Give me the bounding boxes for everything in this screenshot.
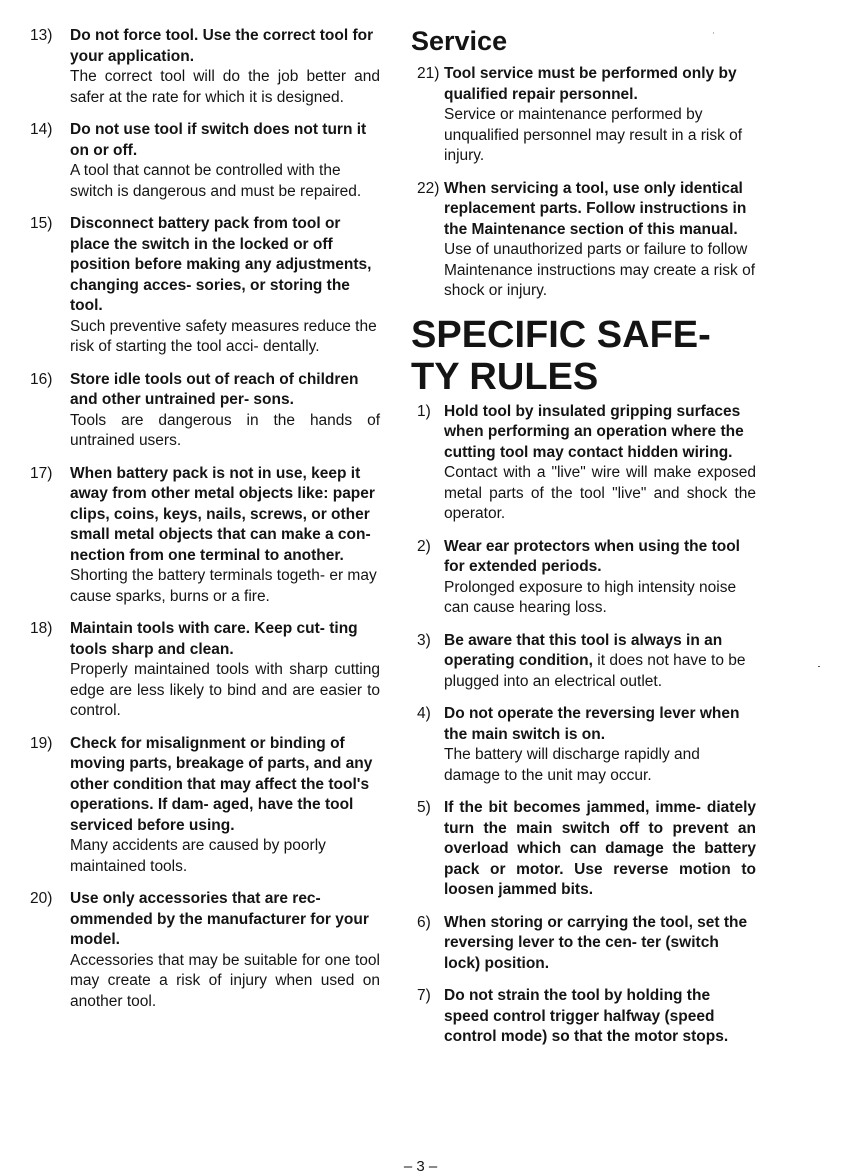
rule-number: 4) bbox=[417, 705, 431, 722]
heading-line-1: SPECIFIC SAFE- bbox=[411, 313, 711, 356]
rule-title: Do not force tool. Use the correct tool for your application. bbox=[70, 27, 374, 65]
rule-20 bbox=[30, 889, 380, 1012]
rule-title: Maintain tools with care. Keep cut- ting tools sharp and clean. bbox=[70, 620, 358, 658]
rule-title: If the bit becomes jammed, imme- diately turn the main switch off to prevent an overload which can damage the battery pack or motor. Use reverse motion to loosen jammed bits. bbox=[444, 799, 756, 898]
rule-title: Store idle tools out of reach of children and other untrained per- sons. bbox=[70, 370, 359, 408]
rule-title: Wear ear protectors when using the tool for extended periods. bbox=[444, 537, 740, 575]
rule-21 bbox=[411, 64, 756, 167]
rule-explanation: The correct tool will do the job better and safer at the rate for which it is designed. bbox=[70, 68, 380, 106]
rule-explanation: Service or maintenance performed by unqualified personnel may result in a risk of injury. bbox=[444, 106, 743, 164]
rule-explanation: Prolonged exposure to high intensity noise can cause hearing loss. bbox=[444, 578, 737, 616]
rule-explanation: Such preventive safety measures reduce the risk of starting the tool acci- dentally. bbox=[70, 317, 377, 355]
rule-title: Check for misalignment or binding of moving parts, breakage of parts, and any other condition that may affect the tool's operations. If dam- aged, have the tool serviced before using. bbox=[70, 734, 373, 834]
rule-number: 22) bbox=[417, 179, 440, 197]
specific-safety-rules-heading bbox=[411, 314, 756, 398]
rule-explanation: Contact with a "live" wire will make exposed metal parts of the tool "live" and shock the operator. bbox=[444, 464, 756, 522]
rule-17 bbox=[30, 464, 380, 608]
left-column bbox=[30, 26, 380, 1024]
rule-number: 20) bbox=[30, 890, 53, 907]
rule-16 bbox=[30, 370, 380, 452]
rule-19 bbox=[30, 734, 380, 878]
right-column bbox=[411, 26, 756, 1060]
rule-title: Do not strain the tool by holding the speed control trigger halfway (speed control mode) so that the motor stops. bbox=[444, 987, 729, 1045]
rule-title: Do not use tool if switch does not turn it on or off. bbox=[70, 121, 367, 159]
rule-13 bbox=[30, 26, 380, 108]
rule-number: 6) bbox=[417, 913, 431, 931]
rule-number: 2) bbox=[417, 537, 431, 555]
rule-explanation: A tool that cannot be controlled with the switch is dangerous and must be repaired. bbox=[70, 162, 362, 200]
rule-title: When storing or carrying the tool, set the reversing lever to the cen- ter (switch lock) position. bbox=[444, 913, 748, 972]
specific-rule-5 bbox=[411, 798, 756, 901]
rule-explanation: Properly maintained tools with sharp cutting edge are less likely to bind and are easier to control. bbox=[70, 661, 380, 719]
rule-number: 16) bbox=[30, 370, 53, 388]
rule-number: 14) bbox=[30, 121, 53, 138]
rule-number: 21) bbox=[417, 65, 440, 82]
rule-title: Do not operate the reversing lever when the main switch is on. bbox=[444, 705, 740, 743]
service-heading: Service bbox=[411, 26, 508, 56]
scan-speck bbox=[713, 32, 714, 34]
specific-rule-6 bbox=[411, 913, 756, 975]
specific-rule-4 bbox=[411, 704, 756, 786]
rule-number: 18) bbox=[30, 620, 53, 637]
specific-rule-3 bbox=[411, 631, 756, 693]
specific-rule-2 bbox=[411, 537, 756, 619]
rule-explanation: The battery will discharge rapidly and damage to the unit may occur. bbox=[444, 746, 700, 784]
rule-title: Tool service must be performed only by qualified repair personnel. bbox=[444, 65, 737, 103]
rule-18 bbox=[30, 619, 380, 722]
rule-title: Disconnect battery pack from tool or place the switch in the locked or off position before making any adjustments, changing acces- sories, or storing the tool. bbox=[70, 215, 372, 314]
rule-number: 1) bbox=[417, 402, 431, 420]
rule-number: 15) bbox=[30, 215, 53, 232]
specific-rule-7 bbox=[411, 986, 756, 1048]
rule-explanation: it does not have to be plugged into an electrical outlet. bbox=[444, 652, 746, 690]
specific-rule-1 bbox=[411, 402, 756, 525]
rule-15 bbox=[30, 214, 380, 358]
page-number: – 3 – bbox=[403, 1158, 438, 1175]
rule-explanation: Accessories that may be suitable for one tool may create a risk of injury when used on another tool. bbox=[70, 951, 380, 1010]
rule-number: 3) bbox=[417, 631, 431, 649]
rule-explanation: Many accidents are caused by poorly maintained tools. bbox=[70, 837, 326, 875]
rule-number: 5) bbox=[417, 799, 431, 816]
rule-title: Be aware that this tool is always in an operating condition, bbox=[444, 631, 723, 669]
rule-explanation: Tools are dangerous in the hands of untrained users. bbox=[70, 411, 380, 449]
rule-14 bbox=[30, 120, 380, 202]
rule-number: 13) bbox=[30, 27, 53, 44]
rule-number: 19) bbox=[30, 734, 53, 752]
rule-title: Use only accessories that are rec- ommended by the manufacturer for your model. bbox=[70, 890, 369, 948]
rule-number: 17) bbox=[30, 464, 53, 482]
rule-explanation: Use of unauthorized parts or failure to follow Maintenance instructions may create a risk of shock or injury. bbox=[444, 241, 755, 299]
rule-title: Hold tool by insulated gripping surfaces when performing an operation where the cutting tool may contact hidden wiring. bbox=[444, 402, 744, 461]
rule-title: When battery pack is not in use, keep it away from other metal objects like: paper clips, coins, keys, nails, screws, or other small metal objects that can make a con- nection from one terminal to another. bbox=[70, 464, 375, 564]
heading-line-2: TY RULES bbox=[411, 355, 599, 398]
rule-22 bbox=[411, 179, 756, 302]
rule-number: 7) bbox=[417, 987, 431, 1004]
scan-speck bbox=[818, 666, 820, 667]
rule-explanation: Shorting the battery terminals togeth- er may cause sparks, burns or a fire. bbox=[70, 567, 377, 605]
rule-title: When servicing a tool, use only identical replacement parts. Follow instructions in the Maintenance section of this manual. bbox=[444, 179, 747, 238]
